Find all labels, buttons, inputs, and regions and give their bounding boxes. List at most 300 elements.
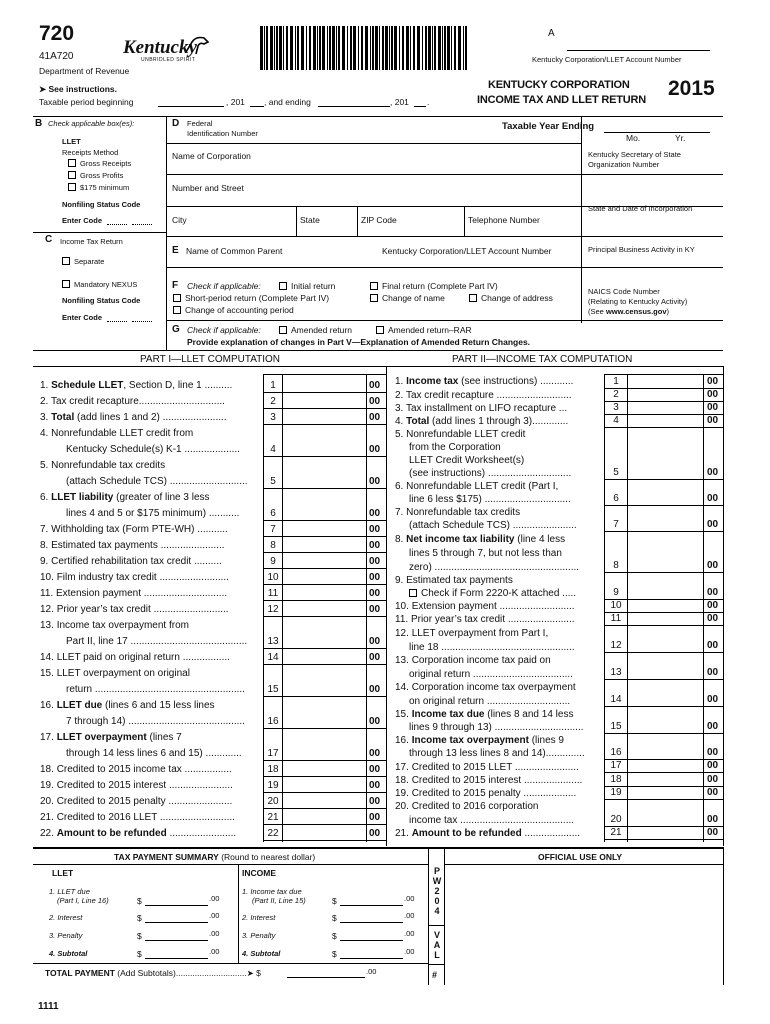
enter-code-field[interactable]	[107, 321, 127, 322]
side-code-val	[430, 930, 444, 960]
llet-dollar-sign: $	[137, 931, 142, 941]
barcode-bar	[361, 26, 363, 70]
p2-line-number: 11	[610, 613, 622, 624]
barcode-bar	[428, 26, 431, 70]
p1-cents: 00	[369, 412, 381, 423]
income-penalty-label: 3. Penalty	[242, 931, 276, 940]
divider	[604, 427, 723, 428]
p1-cents: 00	[369, 540, 381, 551]
barcode-bar	[297, 26, 299, 70]
p2-line-number: 17	[610, 760, 622, 771]
divider	[296, 206, 297, 236]
p1-line-5: 5. Nonrefundable tax credits	[40, 460, 166, 471]
p1-amount-field[interactable]	[283, 822, 365, 840]
p1-line-number: 22	[267, 828, 279, 839]
income-amount-field[interactable]	[340, 958, 403, 959]
p1-cents: 00	[369, 796, 381, 807]
mandatory-nexus-option[interactable]: Mandatory NEXUS	[62, 280, 137, 289]
llet-cents: .00	[209, 929, 220, 938]
barcode-bar	[342, 26, 345, 70]
divider	[33, 116, 723, 117]
p2-amount-field[interactable]	[628, 598, 702, 611]
account-number-label: Kentucky Corporation/LLET Account Number	[532, 55, 682, 64]
divider	[33, 232, 166, 233]
department: Department of Revenue	[39, 66, 130, 76]
initial-return-option[interactable]: Initial return	[279, 281, 335, 291]
side-code-char: A	[433, 940, 441, 950]
checkbox[interactable]	[173, 294, 181, 302]
llet-label: LLET	[62, 137, 81, 146]
divider	[263, 728, 386, 729]
divider	[604, 799, 723, 800]
and-ending: , and ending	[264, 97, 311, 107]
p1-line-number: 2	[270, 396, 276, 407]
kentucky-logo: Kentucky	[123, 37, 197, 58]
box-f-check-label: Check if applicable:	[187, 281, 261, 291]
barcode-bar	[442, 26, 443, 70]
p2-line-15: 15. Income tax due (lines 8 and 14 less	[395, 709, 574, 720]
side-code-char: L	[434, 950, 440, 960]
barcode-bar	[350, 26, 352, 70]
barcode-bar	[402, 26, 404, 70]
p2-cents: 00	[707, 721, 719, 732]
llet-column: LLET	[52, 868, 74, 878]
divider	[604, 625, 723, 626]
divider	[263, 424, 386, 425]
title-line-2: INCOME TAX AND LLET RETURN	[477, 94, 646, 106]
barcode-bar	[319, 26, 321, 70]
p1-line-number: 19	[267, 780, 279, 791]
income-cents: .00	[404, 911, 415, 920]
income-dollar-sign: $	[332, 931, 337, 941]
enter-code-field[interactable]	[132, 224, 152, 225]
llet-amount-field[interactable]	[145, 905, 208, 906]
p1-cents: 00	[369, 604, 381, 615]
p2-amount-field[interactable]	[628, 719, 702, 732]
divider	[166, 116, 167, 350]
income-dollar-sign: $	[332, 949, 337, 959]
p2-line-2: 2. Tax credit recapture ...........................	[395, 390, 572, 401]
horse-icon	[184, 34, 210, 56]
p2-line-4: 4. Total (add lines 1 through 3).............	[395, 416, 569, 427]
box-a-letter: A	[548, 28, 555, 39]
p2-line-number: 2	[613, 389, 619, 400]
p2-line-number: 15	[610, 721, 622, 732]
month-label: Mo.	[626, 133, 641, 143]
p2-line-number: 9	[613, 587, 619, 598]
p1-cents: 00	[369, 764, 381, 775]
divider	[604, 679, 723, 680]
checkbox[interactable]	[68, 183, 76, 191]
divider	[604, 652, 723, 653]
p2-cents: 00	[707, 640, 719, 651]
p2-line-number: 1	[613, 376, 619, 387]
p1-cents: 00	[369, 780, 381, 791]
p2-line-19: 19. Credited to 2015 penalty ...................	[395, 788, 577, 799]
p2-line-7-cont: (attach Schedule TCS) .......................	[409, 520, 577, 531]
p1-line-17-cont: through 14 less lines 6 and 15) .............	[66, 748, 242, 759]
p1-cents: 00	[369, 524, 381, 535]
divider	[604, 706, 723, 707]
barcode-bar	[327, 26, 328, 70]
divider	[33, 963, 428, 964]
barcode-bar	[410, 26, 411, 70]
checkbox[interactable]	[279, 282, 287, 290]
p1-cents: 00	[369, 508, 381, 519]
p2-amount-field[interactable]	[628, 413, 702, 426]
taxable-period-beginning: Taxable period beginning	[39, 97, 134, 107]
checkbox[interactable]	[62, 257, 70, 265]
barcode-bar	[266, 26, 268, 70]
barcode-bar	[336, 26, 337, 70]
divider	[581, 116, 582, 323]
p2-line-20-cont: income tax .........................................	[409, 815, 575, 826]
logo-tagline: UNBRIDLED SPIRIT	[141, 57, 196, 63]
census-link[interactable]: www.census.gov	[605, 307, 667, 316]
p2-line-21: 21. Amount to be refunded ....................	[395, 828, 581, 839]
p2-amount-field[interactable]	[628, 400, 702, 413]
side-code-char: 0	[434, 896, 440, 906]
period-begin-year-field[interactable]	[250, 106, 264, 107]
divider	[604, 479, 723, 480]
p2-line-number: 12	[610, 640, 622, 651]
barcode-image	[258, 24, 470, 76]
side-code-pw204	[430, 866, 444, 916]
p2-line-5-cont-3: (see instructions) ..............................	[409, 468, 572, 479]
p2-line-15-cont: lines 9 through 13) ................................	[409, 722, 584, 733]
p2-cents: 00	[707, 560, 719, 571]
p2-amount-field[interactable]	[628, 772, 702, 785]
barcode-bar	[329, 26, 331, 70]
divider	[263, 616, 386, 617]
p2-amount-field[interactable]	[628, 465, 702, 478]
barcode-bar	[270, 26, 273, 70]
divider	[357, 206, 358, 236]
llet-cents: .00	[209, 911, 220, 920]
divider	[166, 174, 723, 175]
p1-line-13-cont: Part II, line 17 ..........................................	[66, 636, 248, 647]
p2-amount-field[interactable]	[628, 785, 702, 798]
p1-cents: 00	[369, 748, 381, 759]
checkbox[interactable]	[68, 171, 76, 179]
divider	[263, 840, 386, 841]
total-payment-field[interactable]	[287, 977, 365, 978]
min-175-option[interactable]: $175 minimum	[68, 183, 129, 192]
barcode-bar	[290, 26, 293, 70]
p1-amount-field[interactable]	[283, 598, 365, 616]
p2-line-8-cont-1: lines 5 through 7, but not less than	[409, 548, 562, 559]
barcode-bar	[447, 26, 450, 70]
llet-amount-field[interactable]	[145, 922, 208, 923]
change-address-option[interactable]: Change of address	[469, 293, 553, 303]
short-period-option[interactable]: Short-period return (Complete Part IV)	[173, 293, 329, 303]
comma-201: , 201	[226, 97, 245, 107]
divider	[604, 531, 723, 532]
p1-line-4: 4. Nonrefundable LLET credit from	[40, 428, 194, 439]
separate-option[interactable]: Separate	[62, 257, 104, 266]
barcode-bar	[279, 26, 282, 70]
p2-cents: 00	[707, 415, 719, 426]
zip-field[interactable]: ZIP Code	[361, 215, 397, 225]
p1-line-5-cont: (attach Schedule TCS) ............................	[66, 476, 248, 487]
box-b-letter: B	[35, 118, 43, 129]
barcode-bar	[425, 26, 427, 70]
llet-cents: .00	[209, 894, 220, 903]
box-g-check-label: Check if applicable:	[187, 325, 261, 335]
p1-cents: 00	[369, 556, 381, 567]
p1-line-17: 17. LLET overpayment (lines 7	[40, 732, 182, 743]
p1-line-number: 21	[267, 812, 279, 823]
income-interest-label: 2. Interest	[242, 913, 276, 922]
p1-amount-field[interactable]	[283, 710, 365, 728]
enter-code-field[interactable]	[132, 321, 152, 322]
barcode-bar	[458, 26, 461, 70]
p2-amount-field[interactable]	[628, 585, 702, 598]
income-dollar-sign: $	[332, 896, 337, 906]
parent-account-number-field[interactable]: Kentucky Corporation/LLET Account Number	[382, 246, 552, 256]
p1-amount-field[interactable]	[283, 406, 365, 424]
summary-title: TAX PAYMENT SUMMARY (Round to nearest dollar)	[114, 852, 316, 862]
barcode-bar	[434, 26, 436, 70]
state-date-incorporation: State and Date of Incorporation	[588, 204, 693, 213]
p2-amount-field[interactable]	[628, 665, 702, 678]
p2-cents: 00	[707, 613, 719, 624]
barcode-bar	[432, 26, 433, 70]
p1-line-number: 5	[270, 476, 276, 487]
final-return-option[interactable]: Final return (Complete Part IV)	[370, 281, 498, 291]
side-code-char: V	[433, 930, 440, 940]
checkbox[interactable]	[68, 159, 76, 167]
p2-line-5: 5. Nonrefundable LLET credit	[395, 429, 526, 440]
llet-dollar-sign: $	[137, 913, 142, 923]
income-tax-return: Income Tax Return	[60, 237, 123, 246]
p2-amount-field[interactable]	[628, 758, 702, 771]
p1-line-number: 20	[267, 796, 279, 807]
p2-line-number: 8	[613, 560, 619, 571]
period-end-year-field[interactable]	[414, 106, 426, 107]
p2-amount-field[interactable]	[628, 611, 702, 624]
sos-label-1: Kentucky Secretary of State	[588, 150, 681, 159]
llet-amount-field[interactable]	[145, 940, 208, 941]
divider	[166, 267, 723, 268]
year-ending-field[interactable]	[604, 132, 710, 133]
llet-due-label-2: (Part I, Line 16)	[57, 896, 109, 905]
p1-line-6: 6. LLET liability (greater of line 3 less	[40, 492, 210, 503]
side-code-char: 2	[434, 886, 440, 896]
p1-line-10: 10. Film industry tax credit .........................	[40, 572, 229, 583]
p2-line-12-cont: line 18 ................................................	[409, 642, 575, 653]
common-parent-field[interactable]: Name of Common Parent	[186, 246, 283, 256]
checkbox[interactable]	[173, 306, 181, 314]
p1-amount-field[interactable]	[283, 438, 365, 456]
name-of-corporation-field[interactable]: Name of Corporation	[172, 151, 251, 161]
divider	[263, 664, 386, 665]
p2-cents: 00	[707, 667, 719, 678]
divider	[464, 206, 465, 236]
income-column: INCOME	[242, 868, 276, 878]
federal-label: Federal	[187, 119, 213, 128]
p2-cents: 00	[707, 519, 719, 530]
box-b-check-label: Check applicable box(es):	[48, 119, 135, 128]
p1-line-number: 17	[267, 748, 279, 759]
p2-line-20: 20. Credited to 2016 corporation	[395, 801, 539, 812]
form-2220k-checkbox[interactable]	[409, 589, 417, 597]
p2-amount-field[interactable]	[628, 745, 702, 758]
number-and-street-field[interactable]: Number and Street	[172, 183, 244, 193]
box-f-letter: F	[172, 280, 179, 291]
enter-code-field[interactable]	[107, 224, 127, 225]
p1-cents: 00	[369, 476, 381, 487]
divider	[33, 366, 723, 367]
p2-line-12: 12. LLET overpayment from Part I,	[395, 628, 549, 639]
barcode-bar	[283, 26, 284, 70]
p2-amount-field[interactable]	[628, 491, 702, 504]
llet-cents: .00	[209, 947, 220, 956]
divider	[166, 206, 581, 207]
divider	[166, 236, 723, 237]
box-g-letter: G	[172, 324, 180, 335]
period-begin-field[interactable]	[158, 106, 224, 107]
checkbox[interactable]	[370, 294, 378, 302]
city-field[interactable]: City	[172, 215, 187, 225]
p2-line-9-cont: Check if Form 2220-K attached .....	[409, 588, 576, 599]
amended-return-option[interactable]: Amended return	[279, 325, 352, 335]
divider	[604, 374, 723, 375]
barcode-bar	[422, 26, 423, 70]
year-label: Yr.	[675, 133, 686, 143]
form-code: 41A720	[39, 51, 74, 62]
p2-cents: 00	[707, 787, 719, 798]
divider	[604, 839, 723, 840]
p2-line-10: 10. Extension payment ...........................	[395, 601, 575, 612]
p2-amount-field[interactable]	[628, 638, 702, 651]
p1-line-number: 8	[270, 540, 276, 551]
comma-201-b: , 201	[390, 97, 409, 107]
p1-line-19: 19. Credited to 2015 interest .......................	[40, 780, 233, 791]
barcode-bar	[276, 26, 278, 70]
income-due-label: 1. Income tax due	[242, 887, 302, 896]
period-end-field[interactable]	[318, 106, 390, 107]
barcode-bar	[295, 26, 296, 70]
p1-cents: 00	[369, 588, 381, 599]
p2-amount-field[interactable]	[628, 517, 702, 530]
checkbox[interactable]	[370, 282, 378, 290]
p2-line-8-cont-2: zero) ....................................................	[409, 562, 580, 573]
side-code-char: 4	[434, 906, 440, 916]
barcode-bar	[385, 26, 388, 70]
p1-line-number: 4	[270, 444, 276, 455]
income-amount-field[interactable]	[340, 922, 403, 923]
divider	[366, 374, 367, 842]
p1-line-9: 9. Certified rehabilitation tax credit ..........	[40, 556, 222, 567]
p1-line-6-cont: lines 4 and 5 or $175 minimum) ...........	[66, 508, 240, 519]
divider	[263, 488, 386, 489]
divider	[444, 864, 723, 865]
barcode-bar	[338, 26, 340, 70]
side-code-char: W	[432, 876, 442, 886]
divider	[238, 864, 239, 964]
p2-amount-field[interactable]	[628, 692, 702, 705]
box-d-letter: D	[172, 118, 180, 129]
divider	[604, 505, 723, 506]
checkbox[interactable]	[469, 294, 477, 302]
state-field[interactable]: State	[300, 215, 320, 225]
sos-label-2: Organization Number	[588, 160, 660, 169]
p1-cents: 00	[369, 812, 381, 823]
form-number: 720	[39, 22, 75, 45]
naics-label-3: (See www.census.gov)	[588, 307, 670, 316]
gross-profits-option[interactable]: Gross Profits	[68, 171, 123, 180]
p1-line-number: 7	[270, 524, 276, 535]
barcode-bar	[438, 26, 441, 70]
p2-cents: 00	[707, 747, 719, 758]
p1-line-number: 16	[267, 716, 279, 727]
p1-line-number: 6	[270, 508, 276, 519]
p2-line-13: 13. Corporation income tax paid on	[395, 655, 551, 666]
account-number-line[interactable]	[567, 50, 710, 51]
barcode-bar	[372, 26, 374, 70]
p2-cents: 00	[707, 587, 719, 598]
checkbox[interactable]	[62, 280, 70, 288]
barcode-bar	[313, 26, 316, 70]
p2-amount-field[interactable]	[628, 825, 702, 838]
p2-cents: 00	[707, 402, 719, 413]
p2-amount-field[interactable]	[628, 387, 702, 400]
llet-amount-field[interactable]	[145, 958, 208, 959]
income-amount-field[interactable]	[340, 940, 403, 941]
total-cents: .00	[366, 967, 377, 976]
checkbox[interactable]	[279, 326, 287, 334]
p2-cents: 00	[707, 389, 719, 400]
p1-cents: 00	[369, 380, 381, 391]
p2-line-number: 5	[613, 467, 619, 478]
change-name-option[interactable]: Change of name	[370, 293, 445, 303]
change-accounting-option[interactable]: Change of accounting period	[173, 305, 294, 315]
telephone-field[interactable]: Telephone Number	[468, 215, 540, 225]
barcode-bar	[274, 26, 275, 70]
total-payment: TOTAL PAYMENT (Add Subtotals)..............................➤ $	[45, 968, 261, 978]
enter-code-c: Enter Code	[62, 313, 103, 322]
p1-amount-field[interactable]	[283, 646, 365, 664]
amended-rar-option[interactable]: Amended return–RAR	[376, 325, 472, 335]
p1-amount-field[interactable]	[283, 678, 365, 696]
p1-line-number: 13	[267, 636, 279, 647]
p2-line-13-cont: original return ....................................	[409, 669, 573, 680]
p2-cents: 00	[707, 694, 719, 705]
naics-label-1: NAICS Code Number	[588, 287, 660, 296]
p1-amount-field[interactable]	[283, 470, 365, 488]
p1-cents: 00	[369, 572, 381, 583]
barcode-bar	[454, 26, 456, 70]
barcode-bar	[301, 26, 304, 70]
p2-amount-field[interactable]	[628, 812, 702, 825]
p2-line-17: 17. Credited to 2015 LLET .......................	[395, 762, 579, 773]
p2-cents: 00	[707, 600, 719, 611]
principal-business-activity: Principal Business Activity in KY	[588, 245, 695, 254]
enter-code-b: Enter Code	[62, 216, 103, 225]
barcode-bar	[451, 26, 452, 70]
checkbox[interactable]	[376, 326, 384, 334]
p2-amount-field[interactable]	[628, 374, 702, 387]
income-cents: .00	[404, 894, 415, 903]
p2-amount-field[interactable]	[628, 558, 702, 571]
nonfiling-status-b: Nonfiling Status Code	[62, 200, 141, 209]
barcode-bar	[347, 26, 348, 70]
gross-receipts-option[interactable]: Gross Receipts	[68, 159, 131, 168]
p1-line-16: 16. LLET due (lines 6 and 15 less lines	[40, 700, 215, 711]
barcode-bar	[309, 26, 311, 70]
income-amount-field[interactable]	[340, 905, 403, 906]
